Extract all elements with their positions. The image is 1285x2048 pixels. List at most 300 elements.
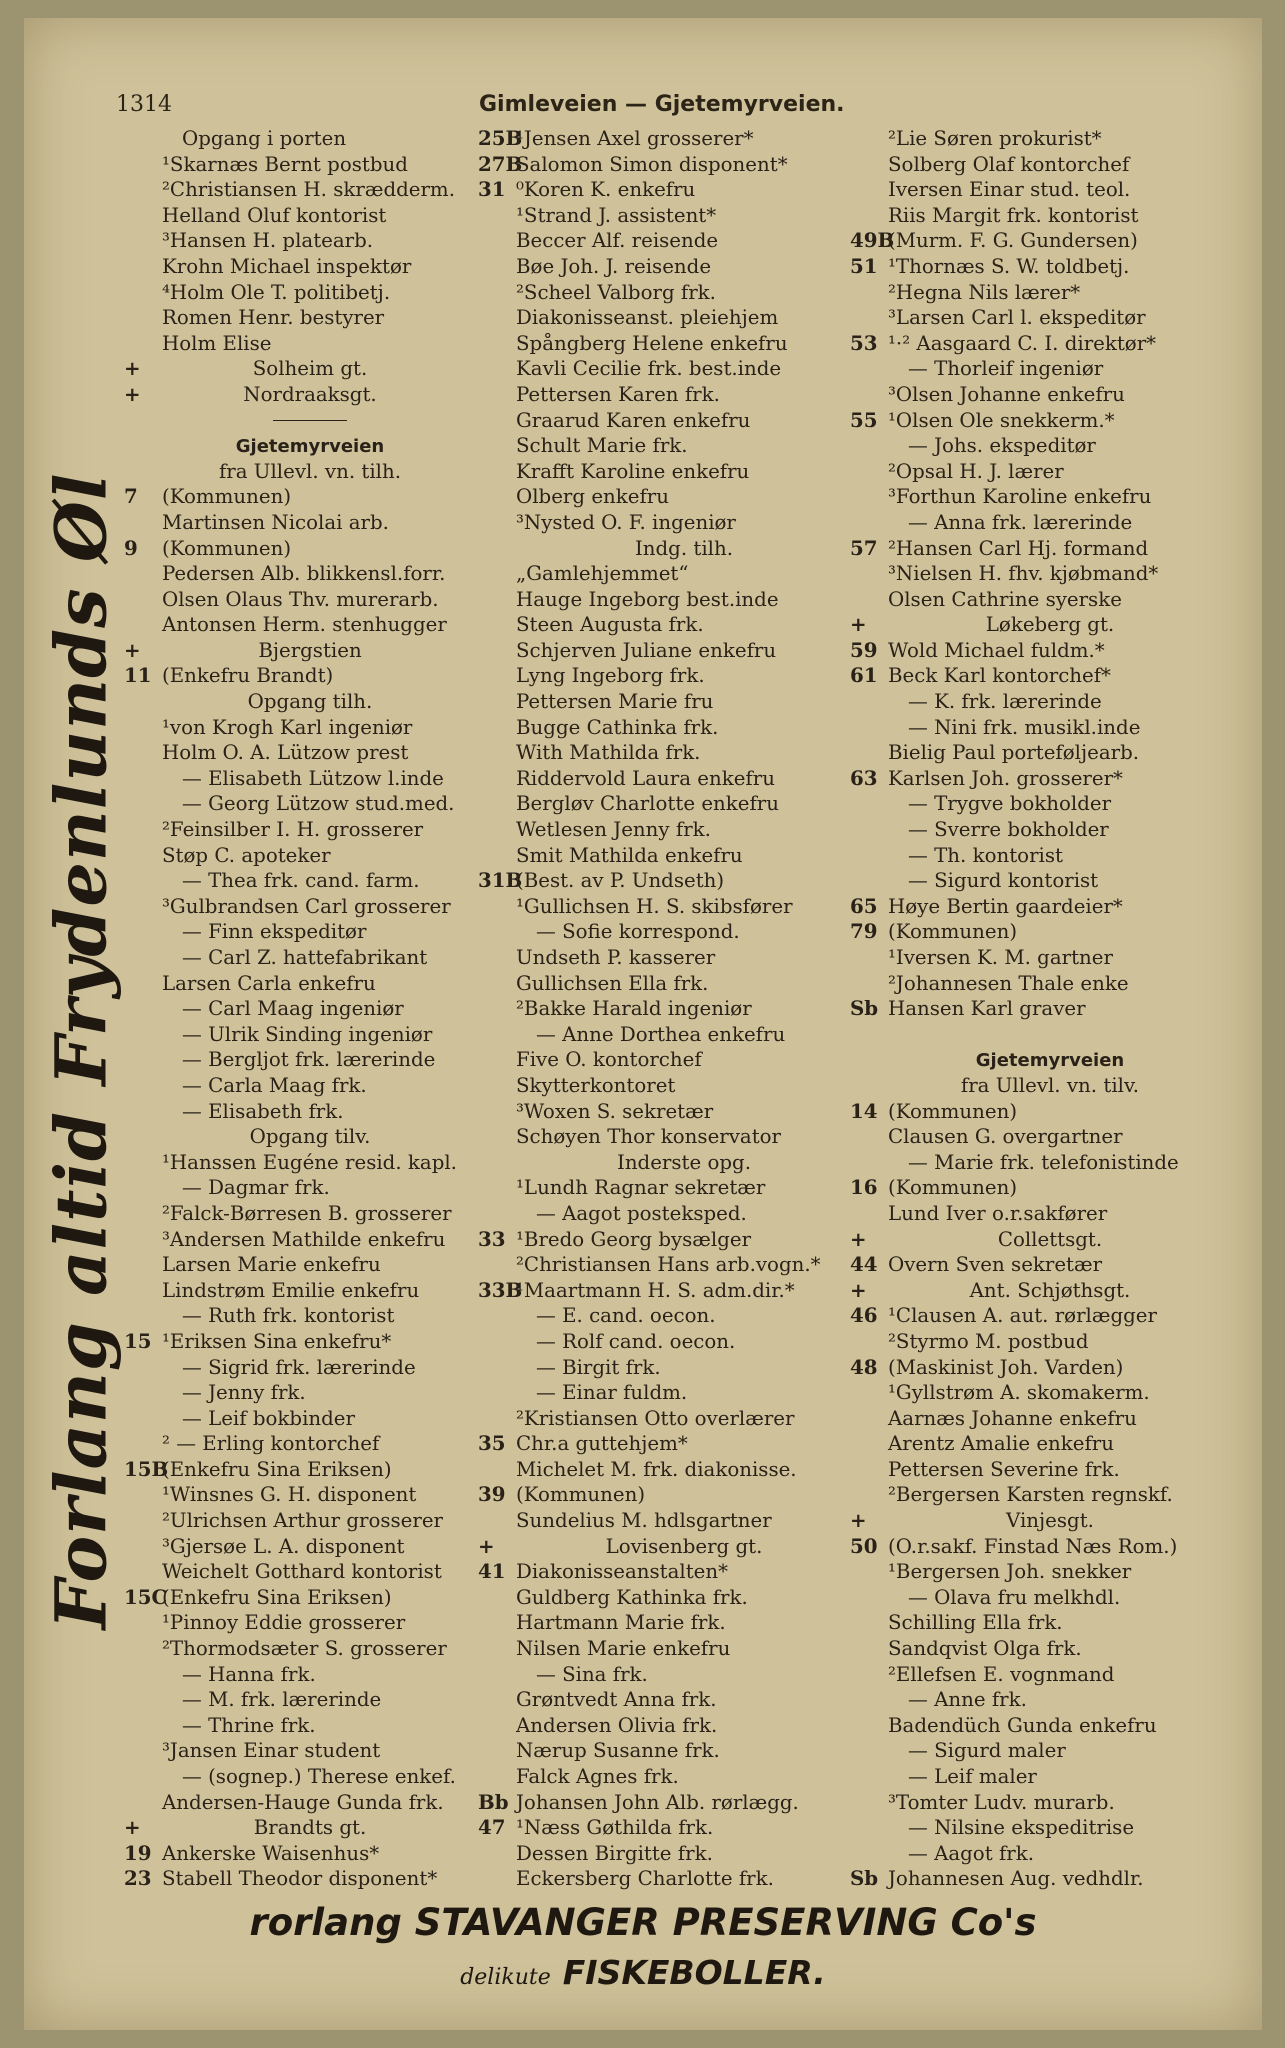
entry-text: Helland Oluf kontorist bbox=[162, 203, 387, 227]
directory-entry bbox=[478, 919, 890, 945]
page-number: 1314 bbox=[116, 92, 172, 117]
directory-entry bbox=[850, 1073, 1250, 1099]
directory-entry bbox=[850, 1329, 1250, 1355]
directory-entry bbox=[124, 203, 496, 229]
entry-text: (Kommunen) bbox=[162, 536, 292, 560]
blank-line bbox=[850, 1022, 1250, 1048]
directory-entry bbox=[850, 945, 1250, 971]
entry-text: Michelet M. frk. diakonisse. bbox=[516, 1457, 797, 1481]
directory-entry bbox=[124, 1815, 496, 1841]
directory-entry bbox=[124, 1457, 496, 1483]
directory-entry bbox=[850, 254, 1250, 280]
entry-text: ³Gjersøe L. A. disponent bbox=[162, 1534, 405, 1558]
directory-entry bbox=[850, 280, 1250, 306]
directory-entry bbox=[850, 1841, 1250, 1867]
directory-entry bbox=[850, 510, 1250, 536]
directory-entry bbox=[478, 1866, 890, 1892]
directory-entry bbox=[124, 1585, 496, 1611]
directory-entry bbox=[850, 228, 1250, 254]
directory-entry bbox=[124, 996, 496, 1022]
entry-text: ²Kristiansen Otto overlærer bbox=[516, 1406, 795, 1430]
directory-entry bbox=[478, 868, 890, 894]
house-number: 47 bbox=[478, 1815, 506, 1840]
directory-page bbox=[24, 18, 1262, 2030]
directory-entry bbox=[478, 331, 890, 357]
entry-text: Krohn Michael inspektør bbox=[162, 254, 412, 278]
entry-text: (Enkefru Sina Eriksen) bbox=[162, 1585, 392, 1609]
directory-entry bbox=[850, 791, 1250, 817]
directory-entry bbox=[124, 280, 496, 306]
entry-text: Lyng Ingeborg frk. bbox=[516, 664, 705, 688]
entry-text: (Enkefru Sina Eriksen) bbox=[162, 1457, 392, 1481]
entry-text: Nærup Susanne frk. bbox=[516, 1739, 720, 1763]
directory-entry bbox=[124, 1175, 496, 1201]
vertical-advertisement-text: Forlang altid Frydenlunds Øl bbox=[39, 472, 123, 1630]
directory-entry bbox=[850, 1380, 1250, 1406]
directory-entry bbox=[478, 1150, 890, 1176]
directory-entry bbox=[850, 433, 1250, 459]
directory-entry bbox=[478, 791, 890, 817]
entry-text: — Sofie korrespond. bbox=[536, 920, 740, 944]
directory-entry bbox=[478, 1764, 890, 1790]
directory-entry bbox=[478, 228, 895, 254]
directory-entry bbox=[478, 305, 890, 331]
directory-entry bbox=[850, 1713, 1250, 1739]
entry-text: Graarud Karen enkefru bbox=[516, 408, 751, 432]
house-number: 59 bbox=[850, 637, 878, 662]
street-heading bbox=[124, 433, 496, 459]
entry-text: ²Lie Søren prokurist* bbox=[888, 127, 1102, 150]
directory-entry bbox=[124, 971, 496, 997]
house-number: 27B bbox=[478, 151, 523, 176]
directory-entry bbox=[850, 1175, 1250, 1201]
house-number: 19 bbox=[124, 1840, 152, 1865]
directory-entry bbox=[124, 1534, 496, 1560]
entry-text: ³Andersen Mathilde enkefru bbox=[162, 1227, 446, 1251]
house-number: 53 bbox=[850, 330, 878, 355]
directory-entry bbox=[124, 177, 496, 203]
directory-column-3 bbox=[850, 126, 1250, 1892]
directory-entry bbox=[124, 1406, 496, 1432]
directory-entry bbox=[124, 1713, 496, 1739]
directory-entry bbox=[850, 1124, 1250, 1150]
entry-text: Hauge Ingeborg best.inde bbox=[516, 587, 779, 611]
entry-text: — Finn ekspeditør bbox=[182, 920, 367, 944]
entry-text: (Murm. F. G. Gundersen) bbox=[888, 229, 1138, 253]
entry-text: Ankerske Waisenhus* bbox=[162, 1841, 380, 1865]
entry-text: Holm O. A. Lützow prest bbox=[162, 741, 409, 765]
directory-entry bbox=[478, 1073, 890, 1099]
directory-entry bbox=[124, 740, 496, 766]
entry-text: — Anne frk. bbox=[908, 1688, 1027, 1712]
directory-entry bbox=[850, 766, 1250, 792]
footer-ad-small-text: delikute bbox=[460, 1965, 551, 1990]
entry-text: ¹Lundh Ragnar sekretær bbox=[516, 1176, 766, 1200]
directory-entry bbox=[124, 382, 496, 408]
house-number: 9 bbox=[124, 535, 138, 560]
house-number: 48 bbox=[850, 1354, 878, 1379]
entry-text: ³Jansen Einar student bbox=[162, 1739, 381, 1763]
entry-text: — Anna frk. lærerinde bbox=[908, 510, 1133, 534]
house-number: 46 bbox=[850, 1303, 878, 1328]
entry-text: Schøyen Thor konservator bbox=[516, 1125, 782, 1149]
directory-entry bbox=[850, 1508, 1250, 1534]
entry-text: Hansen Karl graver bbox=[888, 997, 1086, 1021]
page-header bbox=[24, 78, 1262, 118]
directory-entry bbox=[478, 1738, 890, 1764]
directory-entry bbox=[124, 561, 496, 587]
directory-entry bbox=[850, 817, 1250, 843]
entry-text: Løkeberg gt. bbox=[985, 613, 1115, 637]
entry-text: — Thorleif ingeniør bbox=[908, 357, 1104, 381]
directory-entry bbox=[850, 1764, 1250, 1790]
entry-text: Guldberg Kathinka frk. bbox=[516, 1585, 748, 1609]
entry-text: Solheim gt. bbox=[252, 357, 368, 381]
entry-text: — Georg Lützow stud.med. bbox=[182, 792, 455, 816]
house-number: + bbox=[850, 1508, 867, 1533]
directory-entry bbox=[850, 203, 1250, 229]
directory-entry bbox=[478, 843, 890, 869]
directory-entry bbox=[124, 254, 496, 280]
directory-entry bbox=[124, 1355, 496, 1381]
entry-text: Schjerven Juliane enkefru bbox=[516, 638, 777, 662]
entry-text: Ant. Schjøthsgt. bbox=[969, 1278, 1131, 1302]
house-number: 51 bbox=[850, 253, 878, 278]
directory-entry bbox=[850, 1687, 1250, 1713]
entry-text: ²Styrmo M. postbud bbox=[888, 1329, 1089, 1353]
directory-entry bbox=[124, 1610, 496, 1636]
entry-text: ²Thormodsæter S. grosserer bbox=[162, 1637, 447, 1661]
entry-text: Pettersen Marie fru bbox=[516, 690, 714, 714]
entry-text: Opgang tilh. bbox=[247, 690, 373, 714]
entry-text: Karlsen Joh. grosserer* bbox=[888, 766, 1123, 790]
directory-entry bbox=[478, 536, 890, 562]
entry-text: Falck Agnes frk. bbox=[516, 1765, 679, 1788]
entry-text: Wold Michael fuldm.* bbox=[888, 638, 1105, 662]
directory-entry bbox=[124, 1559, 496, 1585]
entry-text: ¹Maartmann H. S. adm.dir.* bbox=[516, 1278, 795, 1302]
entry-text: Bugge Cathinka frk. bbox=[516, 715, 719, 739]
house-number: 31 bbox=[478, 177, 506, 202]
directory-entry bbox=[850, 126, 1250, 152]
house-number: + bbox=[124, 356, 141, 381]
entry-text: ¹Pinnoy Eddie grosserer bbox=[162, 1611, 406, 1635]
entry-text: With Mathilda frk. bbox=[516, 741, 701, 765]
entry-text: Smit Mathilda enkefru bbox=[516, 843, 743, 867]
directory-entry bbox=[478, 1175, 890, 1201]
directory-entry bbox=[124, 305, 496, 331]
entry-text: — Jenny frk. bbox=[182, 1381, 306, 1405]
entry-text: — Th. kontorist bbox=[908, 843, 1063, 867]
directory-entry bbox=[478, 484, 890, 510]
entry-text: Larsen Carla enkefru bbox=[162, 971, 376, 995]
directory-entry bbox=[124, 1687, 496, 1713]
directory-entry bbox=[124, 1278, 496, 1304]
entry-text: — Sverre bokholder bbox=[908, 818, 1109, 842]
entry-text: Dessen Birgitte frk. bbox=[516, 1841, 713, 1865]
directory-entry bbox=[478, 203, 890, 229]
entry-text: ²Hansen Carl Hj. formand bbox=[888, 536, 1149, 560]
directory-entry bbox=[850, 561, 1250, 587]
directory-entry bbox=[124, 843, 496, 869]
entry-text: Gullichsen Ella frk. bbox=[516, 971, 709, 995]
directory-entry bbox=[124, 1764, 496, 1790]
directory-entry bbox=[124, 1150, 496, 1176]
directory-entry bbox=[478, 689, 890, 715]
entry-text: Bjergstien bbox=[258, 638, 362, 662]
entry-text: ² — Erling kontorchef bbox=[162, 1432, 380, 1456]
entry-text: ³Tomter Ludv. murarb. bbox=[888, 1790, 1115, 1814]
directory-entry bbox=[478, 152, 890, 178]
directory-entry bbox=[850, 177, 1250, 203]
entry-text: Brandts gt. bbox=[253, 1816, 367, 1840]
directory-column-2 bbox=[478, 126, 895, 1892]
directory-entry bbox=[124, 1124, 496, 1150]
entry-text: „Gamlehjemmet“ bbox=[516, 562, 689, 586]
street-heading bbox=[850, 1047, 1250, 1073]
directory-entry bbox=[850, 484, 1250, 510]
house-number: 50 bbox=[850, 1533, 878, 1558]
directory-entry bbox=[124, 1227, 496, 1253]
entry-text: Riis Margit frk. kontorist bbox=[888, 203, 1139, 227]
entry-text: Opgang tilv. bbox=[249, 1125, 371, 1149]
house-number: 31B bbox=[478, 868, 523, 893]
entry-text: ²Bergersen Karsten regnskf. bbox=[888, 1483, 1173, 1507]
entry-text: Five O. kontorchef bbox=[516, 1048, 702, 1072]
entry-text: — (sognep.) Therese enkef. bbox=[182, 1765, 456, 1788]
directory-entry bbox=[850, 1559, 1250, 1585]
section-divider bbox=[124, 408, 496, 434]
directory-entry bbox=[850, 1866, 1250, 1892]
entry-text: Johansen John Alb. rørlægg. bbox=[516, 1790, 799, 1814]
entry-text: ³Nysted O. F. ingeniør bbox=[516, 510, 736, 534]
house-number: 49B bbox=[850, 228, 895, 253]
directory-entry bbox=[124, 1099, 496, 1125]
entry-text: ¹Iversen K. M. gartner bbox=[888, 946, 1113, 969]
entry-text: — Leif bokbinder bbox=[182, 1406, 355, 1430]
directory-entry bbox=[850, 894, 1250, 920]
entry-text: ²Falck-Børresen B. grosserer bbox=[162, 1201, 452, 1225]
directory-entry bbox=[478, 1841, 890, 1867]
house-number: Sb bbox=[850, 996, 879, 1021]
directory-entry bbox=[478, 1227, 890, 1253]
entry-text: — Birgit frk. bbox=[536, 1355, 661, 1379]
entry-text: Diakonisseanstalten* bbox=[516, 1560, 728, 1584]
entry-text: Kavli Cecilie frk. best.inde bbox=[516, 357, 782, 381]
entry-text: Badendüch Gunda enkefru bbox=[888, 1713, 1157, 1737]
directory-entry bbox=[850, 1431, 1250, 1457]
directory-entry bbox=[850, 1738, 1250, 1764]
entry-text: — Trygve bokholder bbox=[908, 792, 1112, 816]
directory-entry bbox=[478, 1124, 890, 1150]
directory-entry bbox=[124, 919, 496, 945]
house-number: 25B bbox=[478, 126, 523, 150]
directory-entry bbox=[124, 817, 496, 843]
directory-entry bbox=[124, 1303, 496, 1329]
directory-entry bbox=[124, 126, 496, 152]
directory-entry bbox=[850, 331, 1250, 357]
directory-entry bbox=[124, 1738, 496, 1764]
entry-text: — Sigrid frk. lærerinde bbox=[182, 1355, 416, 1379]
footer-advertisement bbox=[24, 1898, 1262, 1998]
directory-entry bbox=[850, 1585, 1250, 1611]
directory-entry bbox=[124, 868, 496, 894]
directory-entry bbox=[124, 1252, 496, 1278]
entry-text: Pettersen Severine frk. bbox=[888, 1457, 1120, 1481]
house-number: + bbox=[124, 381, 141, 406]
entry-text: Krafft Karoline enkefru bbox=[516, 459, 750, 483]
entry-text: Schult Marie frk. bbox=[516, 434, 688, 458]
house-number: 15 bbox=[124, 1328, 152, 1353]
entry-text: (Kommunen) bbox=[888, 920, 1018, 944]
entry-text: ²Ulrichsen Arthur grosserer bbox=[162, 1509, 443, 1533]
house-number: 15B bbox=[124, 1456, 169, 1481]
directory-entry bbox=[124, 1201, 496, 1227]
directory-entry bbox=[124, 1022, 496, 1048]
directory-entry bbox=[850, 382, 1250, 408]
house-number: 79 bbox=[850, 919, 878, 944]
directory-entry bbox=[124, 1431, 496, 1457]
directory-entry bbox=[478, 1610, 890, 1636]
entry-text: Overn Sven sekretær bbox=[888, 1253, 1103, 1277]
entry-text: — Marie frk. telefonistinde bbox=[908, 1150, 1179, 1174]
entry-text: Høye Bertin gaardeier* bbox=[888, 894, 1123, 918]
directory-entry bbox=[478, 971, 890, 997]
entry-text: Arentz Amalie enkefru bbox=[888, 1432, 1114, 1456]
entry-text: ¹·² Aasgaard C. I. direktør* bbox=[888, 331, 1157, 355]
entry-text: (O.r.sakf. Finstad Næs Rom.) bbox=[888, 1534, 1178, 1558]
directory-entry bbox=[478, 1252, 890, 1278]
directory-entry bbox=[124, 228, 496, 254]
entry-text: Nordraaksgt. bbox=[243, 382, 377, 406]
entry-text: ¹Strand J. assistent* bbox=[516, 203, 717, 227]
entry-text: Lindstrøm Emilie enkefru bbox=[162, 1278, 420, 1302]
entry-text: — Anne Dorthea enkefru bbox=[536, 1022, 786, 1046]
entry-text: — Sigurd maler bbox=[908, 1739, 1066, 1763]
entry-text: Clausen G. overgartner bbox=[888, 1125, 1123, 1149]
entry-text: ¹Thornæs S. W. toldbetj. bbox=[888, 254, 1130, 278]
directory-entry bbox=[478, 1201, 890, 1227]
directory-entry bbox=[478, 1534, 890, 1560]
entry-text: Olberg enkefru bbox=[516, 485, 669, 509]
entry-text: ³Olsen Johanne enkefru bbox=[888, 382, 1125, 406]
entry-text: Pedersen Alb. blikkensl.forr. bbox=[162, 562, 446, 586]
entry-text: ¹Winsnes G. H. disponent bbox=[162, 1483, 417, 1507]
directory-entry bbox=[478, 510, 890, 536]
directory-entry bbox=[850, 1815, 1250, 1841]
entry-text: Vinjesgt. bbox=[1006, 1509, 1094, 1533]
entry-text: — K. frk. lærerinde bbox=[908, 690, 1102, 714]
entry-text: fra Ullevl. vn. tilh. bbox=[218, 459, 402, 483]
directory-entry bbox=[478, 1380, 890, 1406]
entry-text: ²Feinsilber I. H. grosserer bbox=[162, 818, 424, 842]
directory-entry bbox=[850, 1227, 1250, 1253]
directory-entry bbox=[850, 1534, 1250, 1560]
directory-entry bbox=[478, 740, 890, 766]
directory-entry bbox=[124, 1790, 496, 1816]
directory-entry bbox=[850, 612, 1250, 638]
entry-text: Støp C. apoteker bbox=[162, 843, 331, 867]
entry-text: Andersen Olivia frk. bbox=[516, 1713, 718, 1737]
entry-text: Pettersen Karen frk. bbox=[516, 382, 720, 406]
directory-entry bbox=[124, 587, 496, 613]
directory-entry bbox=[124, 945, 496, 971]
house-number: 41 bbox=[478, 1559, 506, 1584]
entry-text: Indg. tilh. bbox=[634, 536, 734, 560]
entry-text: Bøe Joh. J. reisende bbox=[516, 254, 712, 278]
directory-entry bbox=[850, 1662, 1250, 1688]
directory-entry bbox=[478, 817, 890, 843]
entry-text: Lovisenberg gt. bbox=[605, 1534, 763, 1558]
directory-entry bbox=[478, 1303, 890, 1329]
directory-entry bbox=[478, 356, 890, 382]
directory-entry bbox=[478, 1636, 890, 1662]
entry-text: — Bergljot frk. lærerinde bbox=[182, 1048, 436, 1072]
entry-text: — Elisabeth Lützow l.inde bbox=[182, 766, 444, 790]
entry-text: (Kommunen) bbox=[516, 1483, 646, 1507]
entry-text: ²Christiansen H. skrædderm. bbox=[162, 178, 455, 202]
entry-text: Bergløv Charlotte enkefru bbox=[516, 792, 779, 816]
entry-text: Antonsen Herm. stenhugger bbox=[162, 613, 447, 637]
entry-text: — Carla Maag frk. bbox=[182, 1073, 367, 1097]
directory-entry bbox=[478, 945, 890, 971]
entry-text: Chr.a guttehjem* bbox=[516, 1432, 688, 1456]
directory-entry bbox=[124, 715, 496, 741]
directory-entry bbox=[124, 152, 496, 178]
directory-entry bbox=[850, 715, 1250, 741]
directory-entry bbox=[850, 1457, 1250, 1483]
entry-text: ⁰Koren K. enkefru bbox=[516, 178, 696, 202]
directory-entry bbox=[850, 1636, 1250, 1662]
directory-entry bbox=[850, 1303, 1250, 1329]
entry-text: — Ruth frk. kontorist bbox=[182, 1304, 395, 1328]
directory-entry bbox=[124, 484, 496, 510]
directory-entry bbox=[478, 1278, 890, 1304]
footer-ad-line-2 bbox=[24, 1948, 1262, 1998]
house-number: 15C bbox=[124, 1584, 168, 1609]
directory-entry bbox=[478, 1329, 890, 1355]
entry-text: ³Gulbrandsen Carl grosserer bbox=[162, 894, 451, 918]
entry-text: ¹Gullichsen H. S. skibsfører bbox=[516, 894, 793, 918]
directory-entry bbox=[478, 561, 890, 587]
entry-text: ¹Bredo Georg bysælger bbox=[516, 1227, 752, 1251]
house-number: 16 bbox=[850, 1175, 878, 1200]
entry-text: (Enkefru Brandt) bbox=[162, 664, 334, 688]
entry-text: ²Opsal H. J. lærer bbox=[888, 459, 1064, 483]
entry-text: Nilsen Marie enkefru bbox=[516, 1637, 731, 1661]
entry-text: (Kommunen) bbox=[888, 1176, 1018, 1200]
directory-entry bbox=[124, 1329, 496, 1355]
entry-text: Romen Henr. bestyrer bbox=[162, 306, 385, 330]
directory-entry bbox=[850, 1406, 1250, 1432]
entry-text: Inderste opg. bbox=[617, 1150, 751, 1174]
directory-entry bbox=[124, 1482, 496, 1508]
entry-text: Holm Elise bbox=[162, 331, 272, 355]
footer-ad-big-text: FISKEBOLLER. bbox=[562, 1953, 826, 1992]
house-number: 33B bbox=[478, 1277, 523, 1302]
entry-text: ³Nielsen H. fhv. kjøbmand* bbox=[888, 562, 1159, 586]
entry-text: ³Forthun Karoline enkefru bbox=[888, 485, 1152, 509]
house-number: + bbox=[850, 612, 867, 637]
entry-text: Salomon Simon disponent* bbox=[516, 152, 788, 176]
directory-entry bbox=[850, 1150, 1250, 1176]
directory-entry bbox=[478, 459, 890, 485]
entry-text: — Aagot posteksped. bbox=[536, 1201, 747, 1225]
directory-entry bbox=[478, 382, 890, 408]
entry-text: ¹Jensen Axel grosserer* bbox=[516, 127, 754, 150]
directory-entry bbox=[478, 612, 890, 638]
directory-entry bbox=[124, 612, 496, 638]
